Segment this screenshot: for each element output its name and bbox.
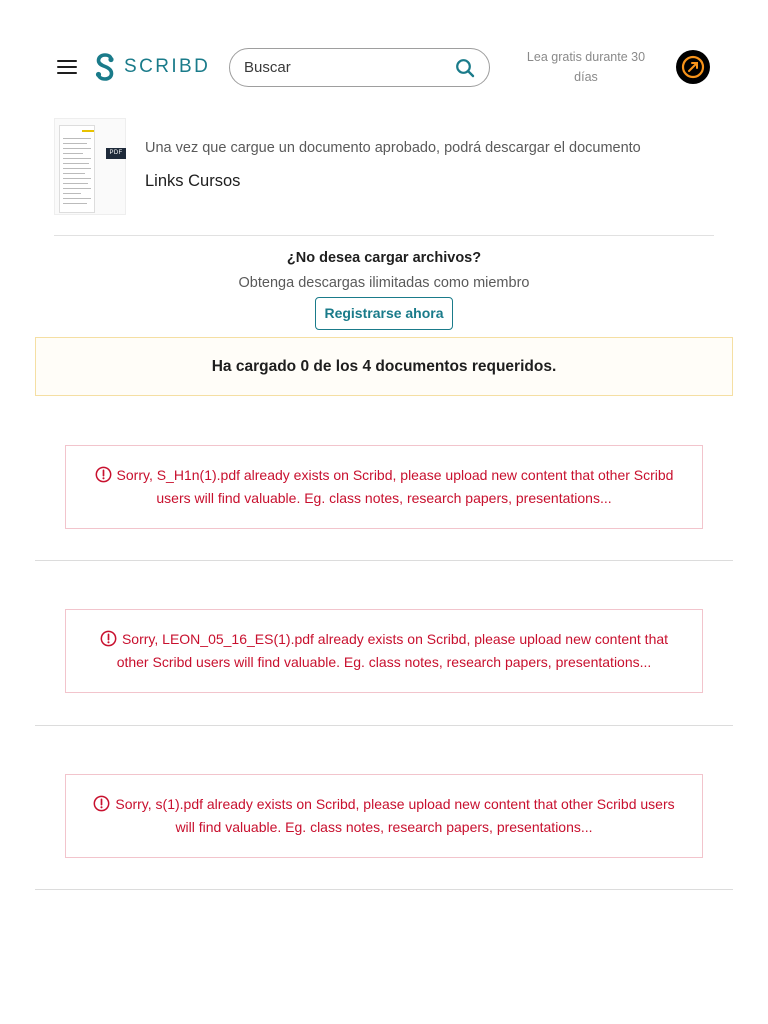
divider (35, 560, 733, 561)
divider (54, 235, 714, 236)
error-text: Sorry, s(1).pdf already exists on Scribd, please upload new content that other Scribd users will find valuable. Eg. class notes, research papers, presentations... (115, 796, 675, 835)
document-thumbnail[interactable] (54, 118, 126, 215)
free-trial-link[interactable]: Lea gratis durante 30 días (526, 50, 646, 84)
download-note: Una vez que cargue un documento aprobado, podrá descargar el documento (145, 140, 641, 156)
search-box (229, 48, 490, 87)
exclamation-circle-icon (93, 795, 110, 812)
document-info (54, 116, 714, 216)
scribd-logo[interactable] (94, 53, 210, 81)
upload-error-message (65, 774, 703, 858)
scribd-logo-mark-icon (94, 53, 116, 81)
upsell-subtitle: Obtenga descargas ilimitadas como miembro (238, 275, 530, 291)
hamburger-menu-icon[interactable] (57, 60, 77, 74)
avatar-glyph-icon (680, 54, 706, 80)
divider (35, 725, 733, 726)
upsell-question: ¿No desea cargar archivos? (286, 250, 482, 266)
search-icon[interactable] (455, 58, 475, 78)
divider (35, 889, 733, 890)
document-title[interactable]: Links Cursos (145, 172, 241, 190)
required-documents-status: Ha cargado 0 de los 4 documentos requeridos. (35, 337, 733, 396)
membership-upsell (0, 248, 768, 330)
register-now-button[interactable]: Registrarse ahora (315, 297, 452, 330)
top-header (0, 0, 768, 120)
search-input[interactable] (244, 49, 444, 86)
exclamation-circle-icon (95, 466, 112, 483)
error-text: Sorry, LEON_05_16_ES(1).pdf already exists on Scribd, please upload new content that other Scribd users will find valuable. Eg. class notes, research papers, presentations... (116, 631, 669, 670)
error-text: Sorry, S_H1n(1).pdf already exists on Scribd, please upload new content that other Scribd users will find valuable. Eg. class notes, research papers, presentations... (116, 467, 674, 506)
upload-error-message (65, 445, 703, 529)
brand-name: SCRIBD (124, 56, 211, 77)
exclamation-circle-icon (100, 630, 117, 647)
upload-error-message (65, 609, 703, 693)
pdf-badge: PDF (106, 148, 126, 159)
user-avatar[interactable] (676, 50, 710, 84)
thumbnail-page (59, 125, 95, 213)
